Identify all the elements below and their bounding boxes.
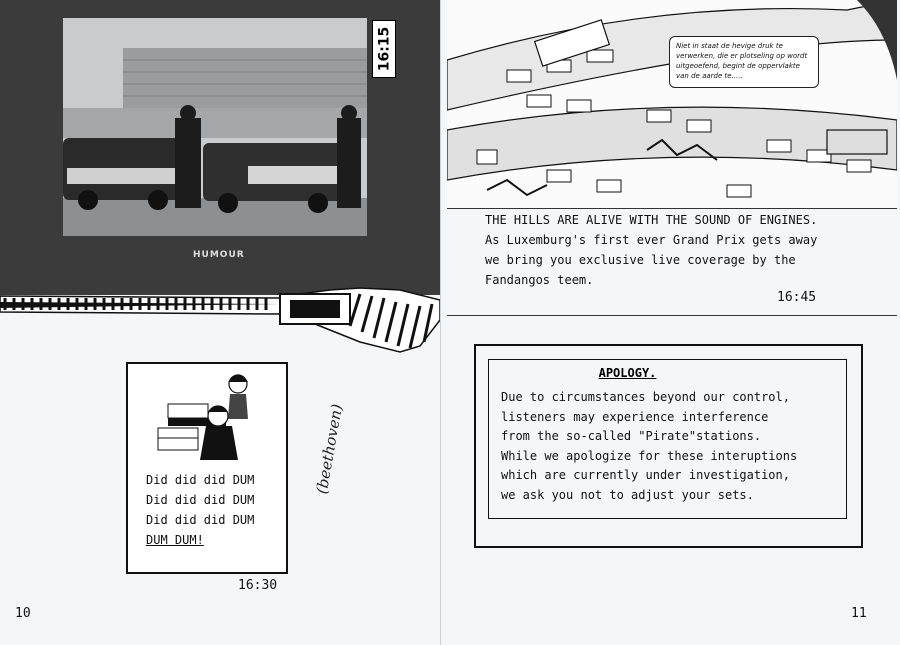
time-label-1630: 16:30: [238, 578, 278, 593]
section-divider: [447, 315, 897, 316]
apology-line: we ask you not to adjust your sets.: [501, 487, 754, 502]
apology-inner-box: [488, 359, 847, 519]
apology-line: which are currently under investigation,: [501, 468, 790, 482]
apology-title: [489, 366, 846, 380]
right-page: [440, 0, 900, 645]
headline-line: we bring you exclusive live coverage by the: [485, 253, 796, 267]
page-number-right: 11: [851, 606, 867, 621]
photo-cars-and-drivers: [63, 18, 367, 236]
traffic-illustration: [447, 0, 897, 208]
photo-time-label: [372, 20, 396, 78]
headline-line: THE HILLS ARE ALIVE WITH THE SOUND OF ENGINES.: [485, 213, 818, 227]
comic-panel-traffic-earthquake: [447, 0, 897, 209]
left-page: [0, 0, 440, 645]
lyric-line: Did did did DUM: [146, 473, 255, 487]
lyric-line: Did did did DUM: [146, 513, 255, 527]
apology-line: listeners may experience interference: [501, 409, 769, 424]
speech-bubble: Niet in staat de hevige druk te verwerken, die er plotseling op wordt uitgeoefend, begint de oppervlakte van de aarde te.....: [669, 36, 819, 88]
apology-line: Due to circumstances beyond our control,: [501, 390, 790, 404]
photo-illustration: [63, 18, 367, 236]
photo-caption: HUMOUR: [193, 250, 245, 260]
apology-box: [474, 344, 863, 548]
page-number-left: 10: [15, 606, 31, 621]
headline-line: Fandangos teem.: [485, 273, 594, 287]
time-label-1645: 16:45: [777, 290, 817, 305]
handwritten-note: (beethoven): [312, 402, 347, 496]
photo-time-text: 16:15: [376, 26, 393, 72]
apology-line: While we apologize for these interuptions: [501, 448, 798, 463]
cartoon-lyrics: [146, 470, 254, 550]
grand-prix-headline: [485, 210, 885, 290]
pianist-cartoon: [128, 364, 286, 464]
lyric-line: DUM DUM!: [146, 533, 204, 547]
apology-line: from the so-called "Pirate"stations.: [501, 429, 762, 443]
zipper-illustration: [0, 280, 440, 360]
apology-body: [501, 388, 797, 505]
apology-title-text: APOLOGY.: [598, 366, 657, 380]
lyric-line: Did did did DUM: [146, 493, 255, 507]
headline-line: As Luxemburg's first ever Grand Prix gets away: [485, 233, 818, 247]
cartoon-panel: [126, 362, 288, 574]
